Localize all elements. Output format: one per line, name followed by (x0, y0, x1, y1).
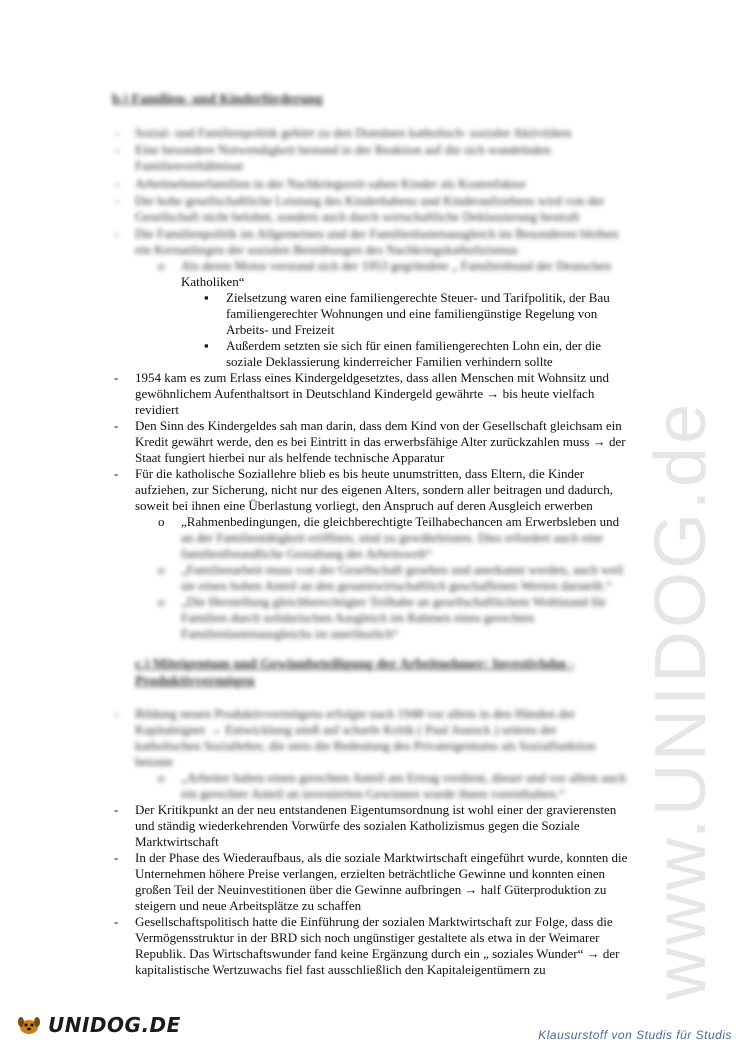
square-bullet: ▪ (204, 290, 209, 305)
text-line: 1954 kam es zum Erlass eines Kindergeldgesetztes, dass allen Menschen mit Wohnsitz und (135, 370, 609, 385)
text-line: und ständig wiederkehrenden Vorwürfe des sozialen Katholizismus gegen die Soziale (135, 818, 580, 833)
text-line: soweit bei ihnen eine Überlastung vorliegt, den Anspruch auf deren Ausgleich erwerben (135, 498, 593, 513)
text-line: katholischen Soziallehre, die stets die Bedeutung des Privateigentums als Sozialfunktion (135, 738, 596, 753)
text-line: „Familienarbeit muss von der Gesellschaft gesehen und anerkannt werden, auch weil (181, 562, 624, 577)
text-line: „Rahmenbedingungen, die gleichberechtigte Teilhabechancen am Erwerbsleben und (181, 514, 620, 529)
text-line: gewöhnlichem Aufenthaltsort in Deutschland Kindergeld gewährte → bis heute vielfach (135, 386, 595, 401)
footer-slogan: Klausurstoff von Studis für Studis (538, 1028, 732, 1042)
text-line: Familien durch solidarischen Ausgleich im Rahmen eines gerechten (181, 610, 535, 625)
text-line: Kredit gewährt werde, den es bei Eintritt in das erwerbsfähige Alter zurückzahlen muss → der (135, 434, 626, 449)
watermark: www.UNIDOG.de (641, 400, 721, 1000)
text-line: familienfreundliche Gestaltung der Arbeitswelt“ (181, 546, 432, 561)
text-line: Die hohe gesellschaftliche Leistung des Kinderhabens und Kinderaufziehens wird von der (135, 193, 605, 208)
section-heading-c-line1: c.) Miteigentum und Gewinnbeteiligung der Arbeitnehmer: Investivlohn - (135, 657, 575, 672)
text-line: ein gerechter Anteil an investierten Gewinnen wurde ihnen vorenthalten.“ (181, 786, 565, 801)
text-line: Außerdem setzten sie sich für einen familiengerechten Lohn ein, der die (226, 338, 602, 353)
text-line: „Arbeiter haben einen gerechten Anteil am Ertrag verdient, dieser und vor allem auch (181, 770, 627, 785)
text-line: revidiert (135, 402, 180, 417)
text-line: Als deren Motor verstand sich der 1953 gegründete „ Familienbund der Deutschen (181, 258, 611, 273)
unidog-logo[interactable] (16, 1010, 181, 1040)
text-line: Vermögensstruktur in der BRD sich noch ungünstiger gestaltete als etwa in der Weimarer (135, 930, 600, 945)
text-line: Staat fungiert hierbei nur als helfende technische Apparatur (135, 450, 445, 465)
text-line: „Die Herstellung gleichberechtigter Teilhabe an gesellschaftlichem Wohlstand für (181, 594, 607, 609)
text-line: soziale Deklassierung kinderreicher Familien verhindern sollte (226, 354, 553, 369)
text-line: Eine besondere Notwendigkeit bestand in der Reaktion auf die sich wandelnden (135, 142, 551, 157)
text-line: Unternehmen höhere Preise verlangen, erzielten beträchtliche Gewinne und konnten einen (135, 866, 605, 881)
text-line: Katholiken“ (181, 274, 245, 289)
text-line: Arbeits- und Freizeit (226, 322, 335, 337)
text-line: Sozial- und Familienpolitik gehört zu den Domänen katholisch- sozialer Aktivitäten (135, 125, 572, 140)
text-line: Arbeitnehmerfamilien in der Nachkriegszeit sahen Kinder als Kostenfaktor (135, 176, 526, 191)
text-line: Zielsetzung waren eine familiengerechte Steuer- und Tarifpolitik, der Bau (226, 290, 610, 305)
text-line: familiengerechter Wohnungen und eine familiengünstige Regelung von (226, 306, 598, 321)
text-line: Familienlastenausgleichs ist unerlässlich“ (181, 626, 399, 641)
text-line: Kapitaleigner → Entwicklung stieß auf scharfe Kritik ( Paul Jostock ) seitens der (135, 722, 557, 737)
text-line: Marktwirtschaft (135, 834, 219, 849)
text-line: an der Familientätigkeit eröffnen, sind zu gewährleisten. Dies erfordert auch eine (181, 530, 604, 545)
text-line: Familienverhältnisse (135, 158, 244, 173)
text-line: aufziehen, zur Sicherung, nicht nur des eigenen Alters, sondern aller beitragen und dadurch, (135, 482, 613, 497)
text-line: Die Familienpolitik im Allgemeinen und der Familienlastenausgleich im Besonderen bleiben (135, 226, 619, 241)
text-line: In der Phase des Wiederaufbaus, als die soziale Marktwirtschaft eingeführt wurde, konnten die (135, 850, 628, 865)
text-line: sie einen hohen Anteil an den gesamtwirtschaftlich geschaffenen Werten darstellt.“ (181, 578, 612, 593)
logo-text: UNIDOG.DE (48, 1013, 181, 1037)
text-line: betonte (135, 754, 174, 769)
text-line: Der Kritikpunkt an der neu entstandenen Eigentumsordnung ist wohl einer der gravierensten (135, 802, 617, 817)
square-bullet: ▪ (204, 338, 209, 353)
text-line: Bildung neuen Produktivvermögens erfolgte nach 1948 vor allem in den Händen der (135, 706, 576, 721)
text-line: großen Teil der Neuinvestitionen über die Gewinne aufbringen → half Güterproduktion zu (135, 882, 607, 897)
text-line: Gesellschaft nicht belohnt, sondern auch durch wirtschaftliche Deklassierung bestraft (135, 209, 580, 224)
text-line: Den Sinn des Kindergeldes sah man darin, dass dem Kind von der Gesellschaft gleichsam ein (135, 418, 622, 433)
document-page: www.UNIDOG.de b.) Familien- und Kinderförderung - Sozial- und Familienpolitik gehört zu den Domänen katholisch- sozialer Aktivitäten - Eine besondere Notwendigkeit bestand in der Reaktion auf die sich wandelnden Familienverhältnisse - Arbeitnehmerfamilien in der Nachkriegszeit sahen Kinder als Kostenfaktor - Die hohe gesellschaftliche Leistung des Kinderhabens und Kinderaufziehens wird von der Gesellschaft nicht belohnt, sondern auch durch wirtschaftliche Deklassierung bestraft - Die Familienpolitik im Allgemeinen und der Familienlastenausgleich im Besonderen bleiben ein Kernanliegen der sozialen Bemühungen des Nachkriegskatholizismus o Als deren Motor verstand sich der 1953 gegründete „ Familienbund der Deutschen Katholiken“ ▪ Zielsetzung waren eine familiengerechte Steuer- und Tarifpolitik, der Bau familiengerechter Wohnungen und eine familiengünstige Regelung von Arbeits- und Freizeit ▪ Außerdem setzten sie sich für einen familiengerechten Lohn ein, der die soziale Deklassierung kinderreicher Familien verhindern sollte - 1954 kam es zum Erlass eines Kindergeldgesetztes, dass allen Menschen mit Wohnsitz und gewöhnlichem Aufenthaltsort in Deutschland Kindergeld gewährte → bis heute vielfach revidiert - Den Sinn des Kindergeldes sah man darin, dass dem Kind von der Gesellschaft gleichsam ein Kredit gewährt werde, den es bei Eintritt in das erwerbsfähige Alter zurückzahlen muss → der Staat fungiert hierbei nur als helfende technische Apparatur - Für die katholische Soziallehre blieb es bis heute unumstritten, dass Eltern, die Kinder aufziehen, zur Sicherung, nicht nur des eigenen Alters, sondern aller beitragen und dadurch, soweit bei ihnen eine Überlastung vorliegt, den Anspruch auf deren Ausgleich erwerben o „Rahmenbedingungen, die gleichberechtigte Teilhabechancen am Erwerbsleben und an der Familientätigkeit eröffnen, sind zu gewährleisten. Dies erfordert auch eine familienfreundliche Gestaltung der Arbeitswelt“ o „Familienarbeit muss von der Gesellschaft gesehen und anerkannt werden, auch weil sie einen hohen Anteil an den gesamtwirtschaftlich geschaffenen Werten darstellt.“ o „Die Herstellung gleichberechtigter Teilhabe an gesellschaftlichem Wohlstand für Familien durch solidarischen Ausgleich im Rahmen eines gerechten Familienlastenausgleichs ist unerlässlich“ c.) Miteigentum und Gewinnbeteiligung der Arbeitnehmer: Investivlohn - Produktivvermögen - Bildung neuen Produktivvermögens erfolgte nach 1948 vor allem in den Händen der Kapitaleigner → Entwicklung stieß auf scharfe Kritik ( Paul Jostock ) seitens der katholischen Soziallehre, die stets die Bedeutung des Privateigentums als Sozialfunktion betonte o „Arbeiter haben einen gerechten Anteil am Ertrag verdient, dieser und vor allem auch ein gerechter Anteil an investierten Gewinnen wurde ihnen vorenthalten.“ - Der Kritikpunkt an der neu entstandenen Eigentumsordnung ist wohl einer der gravierensten und ständig wiederkehrenden Vorwürfe des sozialen Katholizismus gegen die Soziale Marktwirtschaft - In der Phase des Wiederaufbaus, als die soziale Marktwirtschaft eingeführt wurde, konnten die Unternehmen höhere Preise verlangen, erzielten beträchtliche Gewinne und konnten einen großen Teil der Neuinvestitionen über die Gewinne aufbringen → half Güterproduktion zu steigern und neue Arbeitsplätze zu schaffen - Gesellschaftspolitisch hatte die Einführung der sozialen Marktwirtschaft zur Folge, dass die Vermögensstruktur in der BRD sich noch ungünstiger gestaltete als etwa in der Weimarer Republik. Das Wirtschaftswunder fand keine Ergänzung durch ein „ soziales Wunder“ → der kapitalistische Wertzuwachs fiel fast ausschließlich den Kapitaleigentümern zu UNIDOG.DE Klausurstoff von Studis für Studis (0, 0, 750, 1060)
text-line: Republik. Das Wirtschaftswunder fand keine Ergänzung durch ein „ soziales Wunder“ → der (135, 946, 620, 961)
text-line: ein Kernanliegen der sozialen Bemühungen des Nachkriegskatholizismus (135, 242, 518, 257)
dog-icon (16, 1014, 42, 1036)
text-line: kapitalistische Wertzuwachs fiel fast ausschließlich den Kapitaleigentümern zu (135, 962, 546, 977)
section-heading-c-line2: Produktivvermögen (135, 674, 255, 689)
section-heading-b: b.) Familien- und Kinderförderung (112, 92, 323, 107)
text-line: Gesellschaftspolitisch hatte die Einführung der sozialen Marktwirtschaft zur Folge, dass die (135, 914, 613, 929)
text-line: steigern und neue Arbeitsplätze zu schaffen (135, 898, 362, 913)
text-line: Für die katholische Soziallehre blieb es bis heute unumstritten, dass Eltern, die Kinder (135, 466, 585, 481)
